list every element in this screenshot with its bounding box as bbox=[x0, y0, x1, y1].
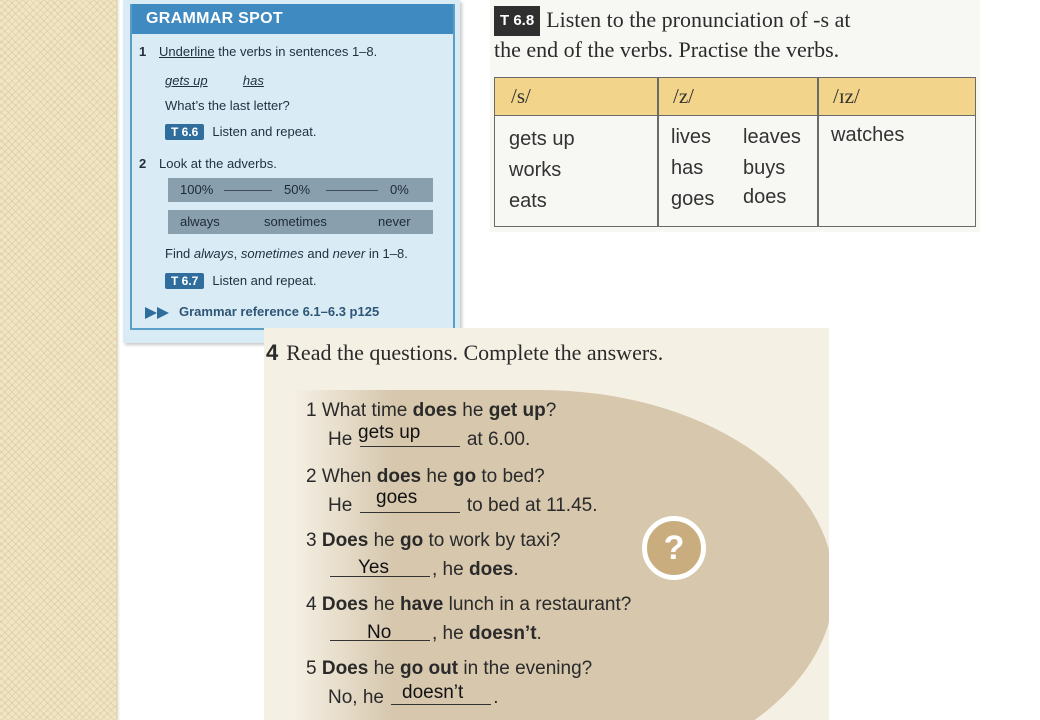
question-5 bbox=[306, 658, 592, 680]
bold-word: have bbox=[400, 594, 444, 615]
percent-bar bbox=[168, 178, 433, 202]
percent-label: 0% bbox=[390, 182, 409, 197]
answer-text: gets up bbox=[358, 422, 421, 443]
verb-word: eats bbox=[509, 190, 547, 212]
text: to bed? bbox=[476, 466, 545, 487]
text: When bbox=[321, 466, 377, 487]
exercise-number: 4 bbox=[266, 340, 279, 365]
item-text: the verbs in sentences 1–8. bbox=[214, 44, 378, 59]
bold-word: go out bbox=[400, 658, 459, 679]
bold-word: doesn’t bbox=[468, 623, 537, 644]
question-4 bbox=[306, 594, 631, 616]
text: he bbox=[368, 594, 401, 615]
underline-word: Underline bbox=[159, 44, 215, 59]
exercise-instruction: Read the questions. Complete the answers. bbox=[286, 340, 664, 365]
text: , he bbox=[432, 559, 469, 580]
bold-word: does bbox=[468, 559, 514, 580]
text: at 6.00. bbox=[461, 429, 531, 450]
percent-label: 50% bbox=[284, 182, 311, 197]
verb-word: does bbox=[743, 186, 787, 208]
verb-word: leaves bbox=[743, 126, 801, 148]
text: ? bbox=[545, 400, 557, 421]
question-number: 2 bbox=[306, 466, 317, 487]
verb-word: goes bbox=[671, 188, 715, 210]
grammar-reference-link[interactable] bbox=[145, 304, 379, 319]
answer-text: No bbox=[367, 622, 392, 643]
text: to work by taxi? bbox=[423, 530, 561, 551]
question-number: 4 bbox=[306, 594, 317, 615]
bold-word: does bbox=[412, 400, 458, 421]
adverb-label: always bbox=[180, 214, 220, 229]
scale-line bbox=[224, 190, 272, 191]
answer-text: doesn’t bbox=[402, 682, 464, 703]
grammar-examples bbox=[165, 73, 264, 88]
track-badge: T 6.7 bbox=[165, 273, 204, 289]
listen-line-t67 bbox=[165, 273, 316, 289]
question-number: 1 bbox=[306, 400, 317, 421]
adverb: always bbox=[193, 246, 234, 261]
question-number: 5 bbox=[306, 658, 317, 679]
item-number: 1 bbox=[139, 44, 147, 59]
item-number: 2 bbox=[139, 156, 147, 171]
adverb-label: sometimes bbox=[264, 214, 327, 229]
verb-word: works bbox=[509, 159, 562, 181]
track-badge: T 6.6 bbox=[165, 124, 204, 140]
example-verb: gets up bbox=[165, 73, 208, 88]
grammar-spot-title: GRAMMAR SPOT bbox=[132, 4, 453, 34]
double-arrow-icon bbox=[145, 307, 173, 319]
grammar-item-1 bbox=[139, 44, 377, 59]
text: in 1–8. bbox=[365, 246, 408, 261]
text: to bed at 11.45. bbox=[461, 495, 598, 516]
bold-word: does bbox=[376, 466, 422, 487]
listen-text: Listen and repeat. bbox=[212, 124, 317, 139]
question-3 bbox=[306, 530, 561, 552]
text: He bbox=[328, 429, 358, 450]
grammar-question: What’s the last letter? bbox=[165, 98, 290, 113]
text: he bbox=[368, 530, 401, 551]
column-divider bbox=[817, 78, 819, 226]
side-strip-edge bbox=[116, 0, 120, 720]
header-iz: /ɪz/ bbox=[833, 84, 860, 108]
question-2 bbox=[306, 466, 545, 488]
text: he bbox=[421, 466, 453, 487]
find-adverbs-line bbox=[165, 246, 408, 261]
verb-word: gets up bbox=[509, 128, 575, 150]
verb-word: has bbox=[671, 157, 704, 179]
exercise-heading bbox=[266, 340, 663, 366]
answer-text: goes bbox=[376, 487, 418, 508]
adverb: sometimes bbox=[240, 246, 304, 261]
listen-text: Listen and repeat. bbox=[212, 273, 317, 288]
scale-line bbox=[326, 190, 378, 191]
adverb-bar bbox=[168, 210, 433, 234]
question-1 bbox=[306, 400, 556, 422]
answer-line-2 bbox=[328, 494, 598, 517]
grammar-spot-panel bbox=[123, 0, 460, 343]
question-number: 3 bbox=[306, 530, 317, 551]
decorative-side-strip bbox=[0, 0, 116, 720]
text: What time bbox=[321, 400, 413, 421]
exercise-4-panel bbox=[264, 328, 829, 720]
bold-word: Does bbox=[321, 530, 369, 551]
track-badge: T 6.8 bbox=[494, 6, 540, 36]
text: He bbox=[328, 495, 358, 516]
answer-line-3 bbox=[328, 558, 519, 581]
text: No, he bbox=[328, 687, 390, 708]
answer-line-4 bbox=[328, 622, 542, 645]
bold-word: get up bbox=[488, 400, 546, 421]
text: lunch in a restaurant? bbox=[443, 594, 632, 615]
question-mark-icon: ? bbox=[642, 516, 706, 580]
reference-text: Grammar reference 6.1–6.3 p125 bbox=[179, 304, 380, 319]
verb-word: lives bbox=[671, 126, 712, 148]
pronunciation-heading bbox=[494, 6, 974, 64]
verb-word: watches bbox=[831, 124, 905, 146]
text: . bbox=[536, 623, 542, 644]
bold-word: Does bbox=[321, 658, 369, 679]
text: Find bbox=[165, 246, 194, 261]
text: he bbox=[457, 400, 489, 421]
text: and bbox=[303, 246, 333, 261]
text: , he bbox=[432, 623, 469, 644]
item-text: Look at the adverbs. bbox=[159, 156, 277, 171]
grammar-item-2 bbox=[139, 156, 277, 171]
heading-line: Listen to the pronunciation of -s at bbox=[546, 7, 851, 32]
table-header-row bbox=[495, 78, 975, 116]
percent-label: 100% bbox=[180, 182, 214, 197]
pronunciation-panel bbox=[490, 0, 980, 232]
column-divider bbox=[657, 78, 659, 226]
header-z: /z/ bbox=[673, 84, 694, 108]
header-s: /s/ bbox=[511, 84, 531, 108]
text: in the evening? bbox=[458, 658, 593, 679]
text: . bbox=[493, 687, 499, 708]
pronunciation-table bbox=[494, 77, 976, 227]
bold-word: go bbox=[452, 466, 477, 487]
listen-line-t66 bbox=[165, 124, 316, 140]
adverb: never bbox=[332, 246, 366, 261]
bold-word: Does bbox=[321, 594, 369, 615]
text: , bbox=[233, 246, 241, 261]
adverb-label: never bbox=[378, 214, 411, 229]
text: . bbox=[513, 559, 519, 580]
verb-word: buys bbox=[743, 157, 786, 179]
text: he bbox=[368, 658, 401, 679]
bold-word: go bbox=[400, 530, 424, 551]
heading-line: the end of the verbs. Practise the verbs. bbox=[494, 37, 840, 62]
answer-text: Yes bbox=[358, 557, 389, 578]
example-verb: has bbox=[242, 73, 264, 88]
